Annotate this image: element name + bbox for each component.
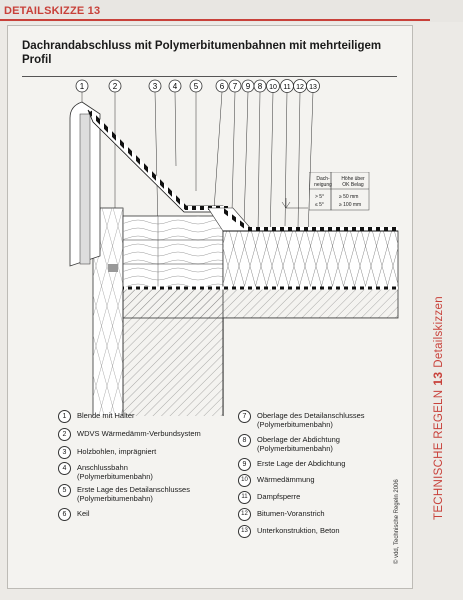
svg-text:11: 11	[283, 84, 291, 91]
callout-2	[109, 80, 121, 92]
table-row1-hoehe: ≥ 50 mm	[339, 194, 359, 200]
callout-5	[190, 80, 202, 92]
detail-drawing	[8, 26, 412, 416]
dimension-marker	[282, 198, 308, 208]
svg-text:2: 2	[112, 82, 118, 91]
callout-12	[294, 80, 307, 93]
callout-10	[267, 80, 280, 93]
legend-item: 12 Bitumen-Voranstrich	[238, 508, 325, 521]
callout-13	[307, 80, 320, 93]
svg-text:4: 4	[172, 82, 178, 91]
legend-item: 3 Holzbohlen, imprägniert	[58, 446, 156, 459]
svg-text:13: 13	[309, 84, 317, 91]
legend-item: 8 Oberlage der Abdichtung (Polymerbitumenbahn)	[238, 434, 340, 453]
svg-text:7: 7	[232, 82, 238, 91]
callout-row	[76, 80, 320, 93]
legend-item: 10 Wärmedämmung	[238, 474, 315, 487]
legend-item: 2 WDVS Wärmedämm-Verbundsystem	[58, 428, 201, 441]
legend-item: 4 Anschlussbahn (Polymerbitumenbahn)	[58, 462, 153, 481]
svg-text:10: 10	[269, 84, 277, 91]
callout-4	[169, 80, 181, 92]
membrane-roof	[223, 210, 398, 229]
section-title: DETAILSKIZZE 13	[4, 5, 101, 17]
table-col1-header: Dach- neigung	[314, 176, 332, 188]
callout-9	[242, 80, 254, 92]
svg-text:8: 8	[257, 82, 263, 91]
side-section-label	[431, 296, 445, 520]
drawing-sheet	[7, 25, 413, 589]
legend-item: 11 Dampfsperre	[238, 491, 300, 504]
table-row2-neigung: ≤ 5°	[315, 202, 324, 208]
table-col2-header: Höhe über OK Belag	[341, 176, 365, 188]
callout-11	[281, 80, 294, 93]
figure-title: Dachrandabschluss mit Polymerbitumenbahnen mit mehrteiligem Profil	[22, 40, 382, 66]
svg-text:6: 6	[219, 82, 225, 91]
callout-3	[149, 80, 161, 92]
svg-text:1: 1	[79, 82, 85, 91]
membrane-slope	[90, 112, 228, 208]
callout-1	[76, 80, 88, 92]
side-label-number: 13	[431, 371, 445, 386]
side-label-prefix: TECHNISCHE REGELN	[433, 389, 445, 520]
svg-text:3: 3	[152, 82, 158, 91]
side-label-suffix: Detailskizzen	[433, 296, 445, 368]
callout-8	[254, 80, 266, 92]
legend-item: 13 Unterkonstruktion, Beton	[238, 525, 340, 538]
legend-item: 7 Oberlage des Detailanschlusses (Polymerbitumenbahn)	[238, 410, 365, 429]
concrete-slab	[123, 288, 398, 318]
legend-item: 6 Keil	[58, 508, 90, 521]
callout-6	[216, 80, 228, 92]
legend-item: 1 Blende mit Halter	[58, 410, 135, 423]
table-row2-hoehe: ≥ 100 mm	[339, 202, 362, 208]
callout-7	[229, 80, 241, 92]
legend-item: 5 Erste Lage des Detailanschlusses (Polymerbitumenbahn)	[58, 484, 190, 503]
svg-text:12: 12	[296, 84, 304, 91]
copyright-note: © vdd, Technische Regeln 2006	[394, 479, 400, 564]
svg-text:9: 9	[245, 82, 251, 91]
legend-item: 9 Erste Lage der Abdichtung	[238, 458, 345, 471]
table-row1-neigung: > 5°	[315, 194, 325, 200]
header-rule	[0, 19, 430, 21]
svg-text:5: 5	[193, 82, 199, 91]
